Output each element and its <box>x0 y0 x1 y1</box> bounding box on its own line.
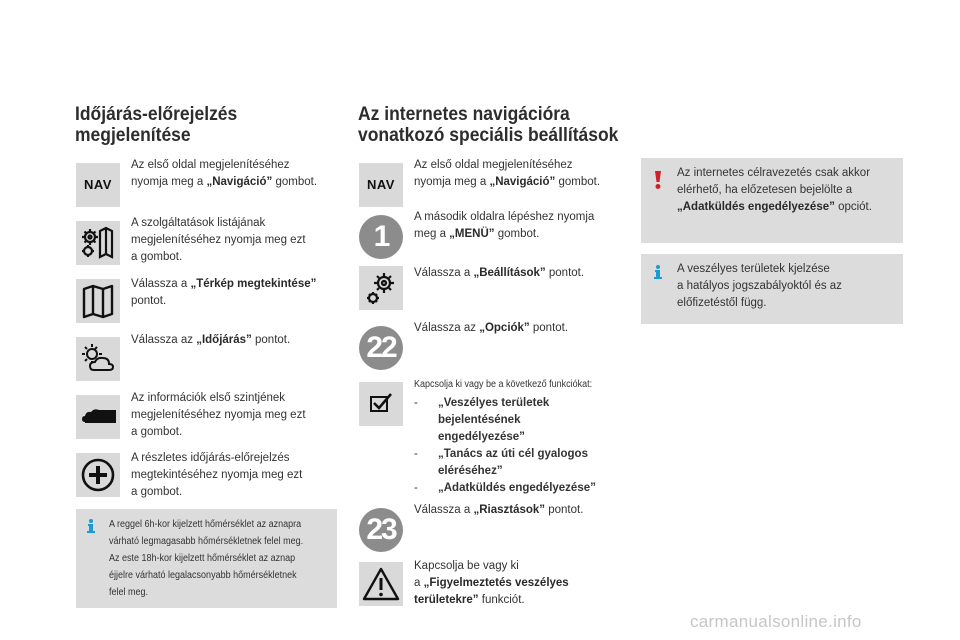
middle-step-4 <box>414 320 568 337</box>
highlighted-term: „Időjárás” <box>196 334 252 346</box>
text-segment: pontot. <box>545 267 585 279</box>
text-segment: nyomja meg a <box>414 176 490 188</box>
text-segment: elérhető, ha előzetesen bejelölte a <box>677 184 853 196</box>
left-step-2 <box>131 215 306 266</box>
left-step-3 <box>131 276 316 310</box>
highlighted-term: „Riasztások” <box>473 504 546 516</box>
warning-triangle-icon <box>359 562 403 606</box>
option-line: „Veszélyes területek <box>438 397 550 409</box>
text-segment: Válassza a <box>414 267 474 279</box>
option-line: eléréséhez” <box>438 465 503 477</box>
nav-button[interactable] <box>76 163 120 207</box>
text-segment: megjelenítéséhez nyomja meg ezt <box>131 409 306 421</box>
text-segment: A szolgáltatások listájának <box>131 217 266 229</box>
left-note-panel <box>76 509 337 608</box>
left-title-line2: megjelenítése <box>75 125 191 146</box>
text-line <box>414 209 594 226</box>
text-line <box>131 249 306 266</box>
left-note-text <box>109 516 334 601</box>
warning-panel <box>641 158 903 243</box>
text-segment: a hatályos jogszabályoktól és az <box>677 280 842 292</box>
text-line <box>414 592 569 609</box>
left-step-4 <box>131 332 290 349</box>
text-segment: Az első oldal megjelenítéséhez <box>131 159 290 171</box>
text-line <box>131 424 306 441</box>
middle-step-3 <box>414 265 584 282</box>
text-line <box>131 232 306 249</box>
text-segment: gombot. <box>272 176 318 188</box>
text-line <box>677 278 842 295</box>
text-segment: a gombot. <box>131 486 183 498</box>
step-badge-number: 1 <box>373 220 389 253</box>
text-line <box>131 450 302 467</box>
note-line: éjjelre várható legalacsonyabb hőmérsékletnek <box>109 570 297 581</box>
option-line: „Adatküldés engedélyezése” <box>438 482 596 494</box>
text-segment: pontot. <box>529 322 569 334</box>
note-line: A reggel 6h-kor kijelzett hőmérséklet az aznapra <box>109 519 302 530</box>
highlighted-term: „Navigáció” <box>206 176 273 188</box>
options-list <box>414 395 596 497</box>
weather-icon <box>76 337 120 381</box>
middle-title-line2: vonatkozó speciális beállítások <box>358 125 619 146</box>
middle-nav-button[interactable] <box>359 163 403 207</box>
text-segment: gombot. <box>555 176 601 188</box>
info-icon <box>84 518 98 534</box>
choose-functions-text: Kapcsolja ki vagy be a következő funkciókat: <box>414 379 593 390</box>
middle-step-6 <box>414 558 569 609</box>
text-segment: nyomja meg a <box>131 176 207 188</box>
weather-button[interactable] <box>76 337 120 381</box>
text-line <box>414 502 583 519</box>
text-segment: A részletes időjárás-előrejelzés <box>131 452 290 464</box>
step-badge-1 <box>359 215 403 259</box>
middle-step-5 <box>414 502 583 519</box>
nav-label: NAV <box>84 177 112 192</box>
cloud-info-icon <box>76 395 120 439</box>
text-line <box>131 407 306 424</box>
text-line <box>414 320 568 337</box>
text-segment: opciót. <box>834 201 872 213</box>
text-segment: Az első oldal megjelenítéséhez <box>414 159 573 171</box>
text-line <box>677 295 842 312</box>
option-line: engedélyezése” <box>438 431 525 443</box>
text-line <box>131 332 290 349</box>
left-step-1 <box>131 157 317 191</box>
text-segment: Válassza a <box>131 278 191 290</box>
text-segment: Az internetes célravezetés csak akkor <box>677 167 871 179</box>
text-line <box>677 182 872 199</box>
map-icon <box>76 279 120 323</box>
text-segment: funkciót. <box>478 594 525 606</box>
text-line <box>131 276 316 293</box>
text-segment: megtekintéséhez nyomja meg ezt <box>131 469 303 481</box>
highlighted-term: „Beállítások” <box>473 267 546 279</box>
left-title <box>75 104 237 146</box>
text-segment: előfizetéstől függ. <box>677 297 767 309</box>
text-line <box>414 174 600 191</box>
exclamation-icon <box>652 170 664 190</box>
text-segment: A veszélyes területek kjelzése <box>677 263 830 275</box>
info-panel <box>641 254 903 324</box>
option-item: - „Adatküldés engedélyezése” <box>414 482 596 494</box>
text-segment: megjelenítéséhez nyomja meg ezt <box>131 234 306 246</box>
middle-title <box>358 104 618 146</box>
note-line: Az este 18h-kor kijelzett hőmérséklet az aznap <box>109 553 296 564</box>
text-line <box>414 265 584 282</box>
text-line <box>414 575 569 592</box>
text-segment: A második oldalra lépéshez nyomja <box>414 211 595 223</box>
middle-title-line1: Az internetes navigációra <box>358 104 570 125</box>
middle-step-2 <box>414 209 594 243</box>
text-segment: meg a <box>414 228 450 240</box>
text-segment: a <box>414 577 424 589</box>
watermark: carmanualsonline.info <box>690 612 862 631</box>
info-text <box>677 261 842 312</box>
left-step-6 <box>131 450 302 501</box>
text-segment: pontot. <box>131 295 167 307</box>
text-segment: Válassza az <box>131 334 197 346</box>
step-badge-number: 22 <box>366 331 396 364</box>
text-line <box>677 199 872 216</box>
map-view-button[interactable] <box>76 279 120 323</box>
text-segment: Az információk első szintjének <box>131 392 286 404</box>
settings-button[interactable] <box>359 266 403 310</box>
step-badge-number: 23 <box>366 513 396 546</box>
option-line: bejelentésének <box>438 414 521 426</box>
info-icon <box>651 264 665 280</box>
left-step-5 <box>131 390 306 441</box>
services-list-button[interactable] <box>76 221 120 265</box>
plus-icon <box>76 453 120 497</box>
text-segment: Kapcsolja be vagy ki <box>414 560 519 572</box>
step-badge-22 <box>359 326 403 370</box>
text-line <box>677 261 842 278</box>
option-item: - „Veszélyes területek bejelentésének engedélyezése” <box>414 397 550 443</box>
nav-label: NAV <box>367 177 395 192</box>
text-line <box>131 157 317 174</box>
weather-info-button[interactable] <box>76 395 120 439</box>
text-segment: gombot. <box>494 228 540 240</box>
text-segment: a gombot. <box>131 426 183 438</box>
services-list-icon <box>76 221 120 265</box>
step-badge-23 <box>359 508 403 552</box>
text-line <box>677 165 872 182</box>
text-line <box>131 215 306 232</box>
text-segment: Válassza a <box>414 504 474 516</box>
text-segment: Válassza az <box>414 322 480 334</box>
highlighted-term: „Opciók” <box>479 322 530 334</box>
text-line <box>414 157 600 174</box>
text-line <box>131 174 317 191</box>
text-line <box>414 226 594 243</box>
highlighted-term: területekre” <box>414 594 479 606</box>
middle-step-1 <box>414 157 600 191</box>
left-title-line1: Időjárás-előrejelzés <box>75 104 238 125</box>
highlighted-term: „Navigáció” <box>489 176 556 188</box>
checkbox-button[interactable] <box>359 382 403 426</box>
checkbox-icon <box>359 382 403 426</box>
note-line: felel meg. <box>109 587 149 598</box>
highlighted-term: „MENÜ” <box>449 228 495 240</box>
highlighted-term: „Térkép megtekintése” <box>190 278 317 290</box>
highlighted-term: „Figyelmeztetés veszélyes <box>423 577 569 589</box>
text-segment: pontot. <box>545 504 584 516</box>
gears-icon <box>359 266 403 310</box>
text-segment: a gombot. <box>131 251 183 263</box>
note-line: várható legmagasabb hőmérsékletnek felel meg. <box>109 536 304 547</box>
text-line <box>131 467 302 484</box>
text-line <box>414 558 569 575</box>
text-segment: pontot. <box>251 334 291 346</box>
option-item: - „Tanács az úti cél gyalogos eléréséhez” <box>414 448 588 477</box>
text-line <box>131 390 306 407</box>
highlighted-term: „Adatküldés engedélyezése” <box>677 201 835 213</box>
warning-text <box>677 165 872 216</box>
forecast-details-button[interactable] <box>76 453 120 497</box>
text-line <box>131 484 302 501</box>
option-line: „Tanács az úti cél gyalogos <box>438 448 588 460</box>
warning-button[interactable] <box>359 562 403 606</box>
text-line <box>131 293 316 310</box>
